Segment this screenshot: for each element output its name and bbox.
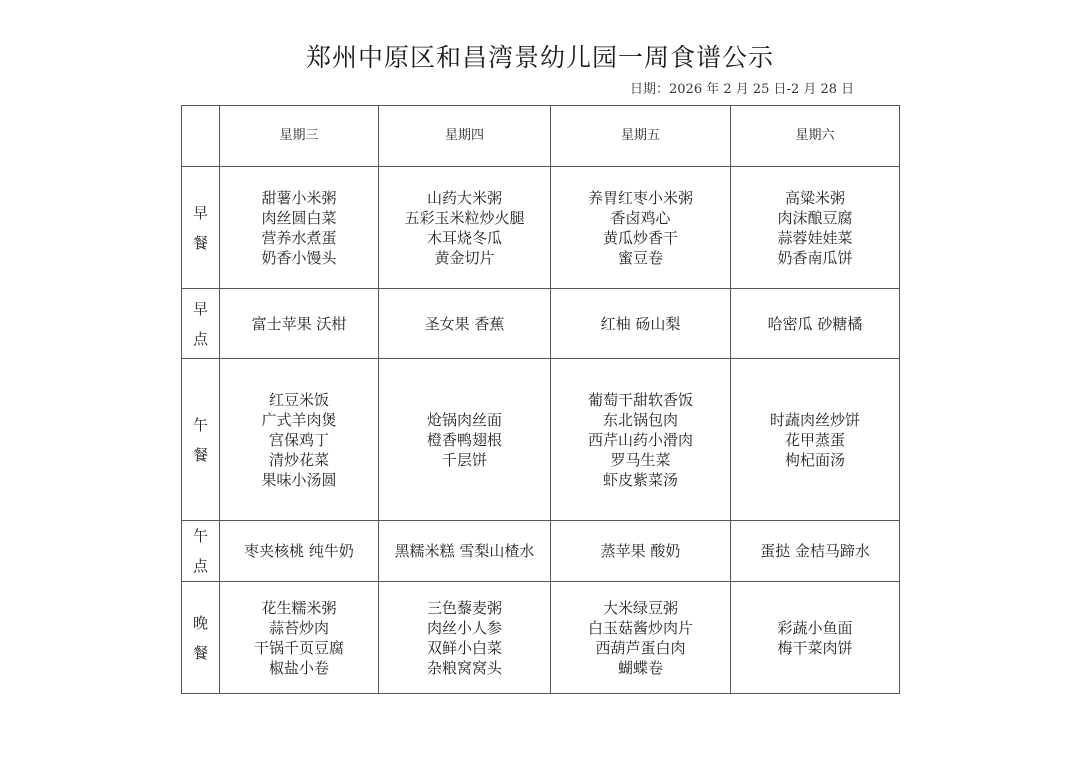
meal-label: 晚餐 [193,613,209,662]
day-header: 星期五 [551,106,731,167]
dish-item: 花甲蒸蛋 [784,430,845,449]
dish-item: 蜜豆卷 [617,248,663,267]
dish-item: 广式羊肉煲 [261,410,337,429]
meal-label: 早点 [193,299,209,348]
dish-list [395,541,535,561]
menu-cell [551,167,731,289]
dish-item: 富士苹果 沃柑 [251,314,347,333]
menu-cell [551,582,731,694]
menu-cell [220,289,379,359]
meal-row [182,167,900,289]
meal-row [182,359,900,521]
dish-item: 罗马生菜 [610,450,671,469]
dish-item: 哈密瓜 砂糖橘 [767,314,863,333]
dish-item: 虾皮紫菜汤 [602,470,678,489]
menu-cell [731,167,900,289]
dish-item: 蒜苔炒肉 [268,618,329,637]
dish-item: 枣夹核桃 纯牛奶 [244,542,354,560]
dish-list [768,314,863,334]
dish-item: 蒸苹果 酸奶 [600,542,681,560]
menu-cell [551,521,731,582]
meal-label-cell [182,582,220,694]
dish-item: 黄瓜炒香干 [602,228,678,247]
meal-row [182,289,900,359]
dish-list [601,314,681,334]
dish-list [588,390,693,490]
dish-item: 葡萄干甜软香饭 [587,390,693,409]
dish-list [760,541,870,561]
meal-label-cell [182,289,220,359]
dish-item: 肉沫酿豆腐 [777,208,853,227]
page-title: 郑州中原区和昌湾景幼儿园一周食谱公示 [305,43,774,72]
meal-label: 午餐 [193,415,209,464]
day-header: 星期六 [731,106,900,167]
dish-item: 五彩玉米粒炒火腿 [404,208,525,227]
dish-list [254,598,344,678]
dish-list [404,188,524,268]
weekly-menu-table [181,105,900,694]
dish-item: 清炒花菜 [268,450,329,469]
menu-cell [731,521,900,582]
dish-item: 花生糯米粥 [261,598,337,617]
dish-item: 枸杞面汤 [784,450,845,469]
dish-item: 宫保鸡丁 [268,430,329,449]
dish-item: 养胃红枣小米粥 [587,188,693,207]
dish-item: 黄金切片 [434,248,495,267]
menu-cell [551,359,731,521]
dish-item: 红豆米饭 [268,390,329,409]
dish-list [427,598,502,678]
dish-list [777,188,852,268]
menu-cell [220,521,379,582]
menu-cell [731,359,900,521]
dish-item: 三色藜麦粥 [426,598,502,617]
dish-item: 彩蔬小鱼面 [777,618,853,637]
dish-item: 蛋挞 金桔马蹄水 [760,542,870,560]
menu-cell [731,289,900,359]
dish-list [252,314,347,334]
dish-item: 椒盐小卷 [268,658,329,677]
menu-cell [379,167,551,289]
dish-item: 果味小汤圆 [261,470,337,489]
dish-list [588,598,693,678]
dish-item: 圣女果 香蕉 [424,314,505,333]
day-header: 星期四 [379,106,551,167]
dish-item: 白玉菇酱炒肉片 [587,618,693,637]
dish-list [425,314,505,334]
dish-item: 肉丝小人参 [426,618,502,637]
menu-cell [379,359,551,521]
dish-item: 香卤鸡心 [610,208,671,227]
meal-label: 早餐 [193,203,209,252]
menu-cell [551,289,731,359]
dish-list [261,390,336,490]
meal-label-cell [182,167,220,289]
dish-item: 梅干菜肉饼 [777,638,853,657]
dish-list [244,541,354,561]
dish-item: 黑糯米糕 雪梨山楂水 [394,542,535,560]
meal-label: 午点 [193,527,209,575]
meal-row [182,582,900,694]
dish-item: 双鲜小白菜 [426,638,502,657]
dish-item: 干锅千页豆腐 [253,638,344,657]
dish-list [601,541,681,561]
dish-item: 千层饼 [441,450,487,469]
menu-cell [220,167,379,289]
dish-list [770,410,860,470]
menu-cell [379,289,551,359]
dish-item: 奶香小馒头 [261,248,337,267]
dish-list [261,188,336,268]
dish-list [427,410,502,470]
dish-item: 时蔬肉丝炒饼 [769,410,860,429]
menu-cell [379,582,551,694]
dish-item: 东北锅包肉 [602,410,678,429]
dish-list [588,188,693,268]
dish-item: 西葫芦蛋白肉 [595,638,686,657]
dish-item: 营养水煮蛋 [261,228,337,247]
menu-cell [379,521,551,582]
dish-item: 红柚 砀山梨 [600,314,681,333]
dish-item: 炝锅肉丝面 [426,410,502,429]
meal-label-cell [182,521,220,582]
dish-item: 杂粮窝窝头 [426,658,502,677]
dish-item: 木耳烧冬瓜 [426,228,502,247]
date-range: 日期：2026 年 2 月 25 日-2 月 28 日 [630,82,855,97]
menu-cell [731,582,900,694]
dish-item: 肉丝圆白菜 [261,208,337,227]
dish-item: 西芹山药小滑肉 [587,430,693,449]
corner-cell [182,106,220,167]
menu-cell [220,359,379,521]
day-header: 星期三 [220,106,379,167]
dish-item: 大米绿豆粥 [602,598,678,617]
dish-item: 甜薯小米粥 [261,188,337,207]
dish-list [777,618,852,658]
dish-item: 蒜蓉娃娃菜 [777,228,853,247]
menu-cell [220,582,379,694]
dish-item: 橙香鸭翅根 [426,430,502,449]
meal-row [182,521,900,582]
dish-item: 奶香南瓜饼 [777,248,853,267]
dish-item: 山药大米粥 [426,188,502,207]
header-row [182,106,900,167]
dish-item: 蝴蝶卷 [617,658,663,677]
dish-item: 高粱米粥 [784,188,845,207]
meal-label-cell [182,359,220,521]
